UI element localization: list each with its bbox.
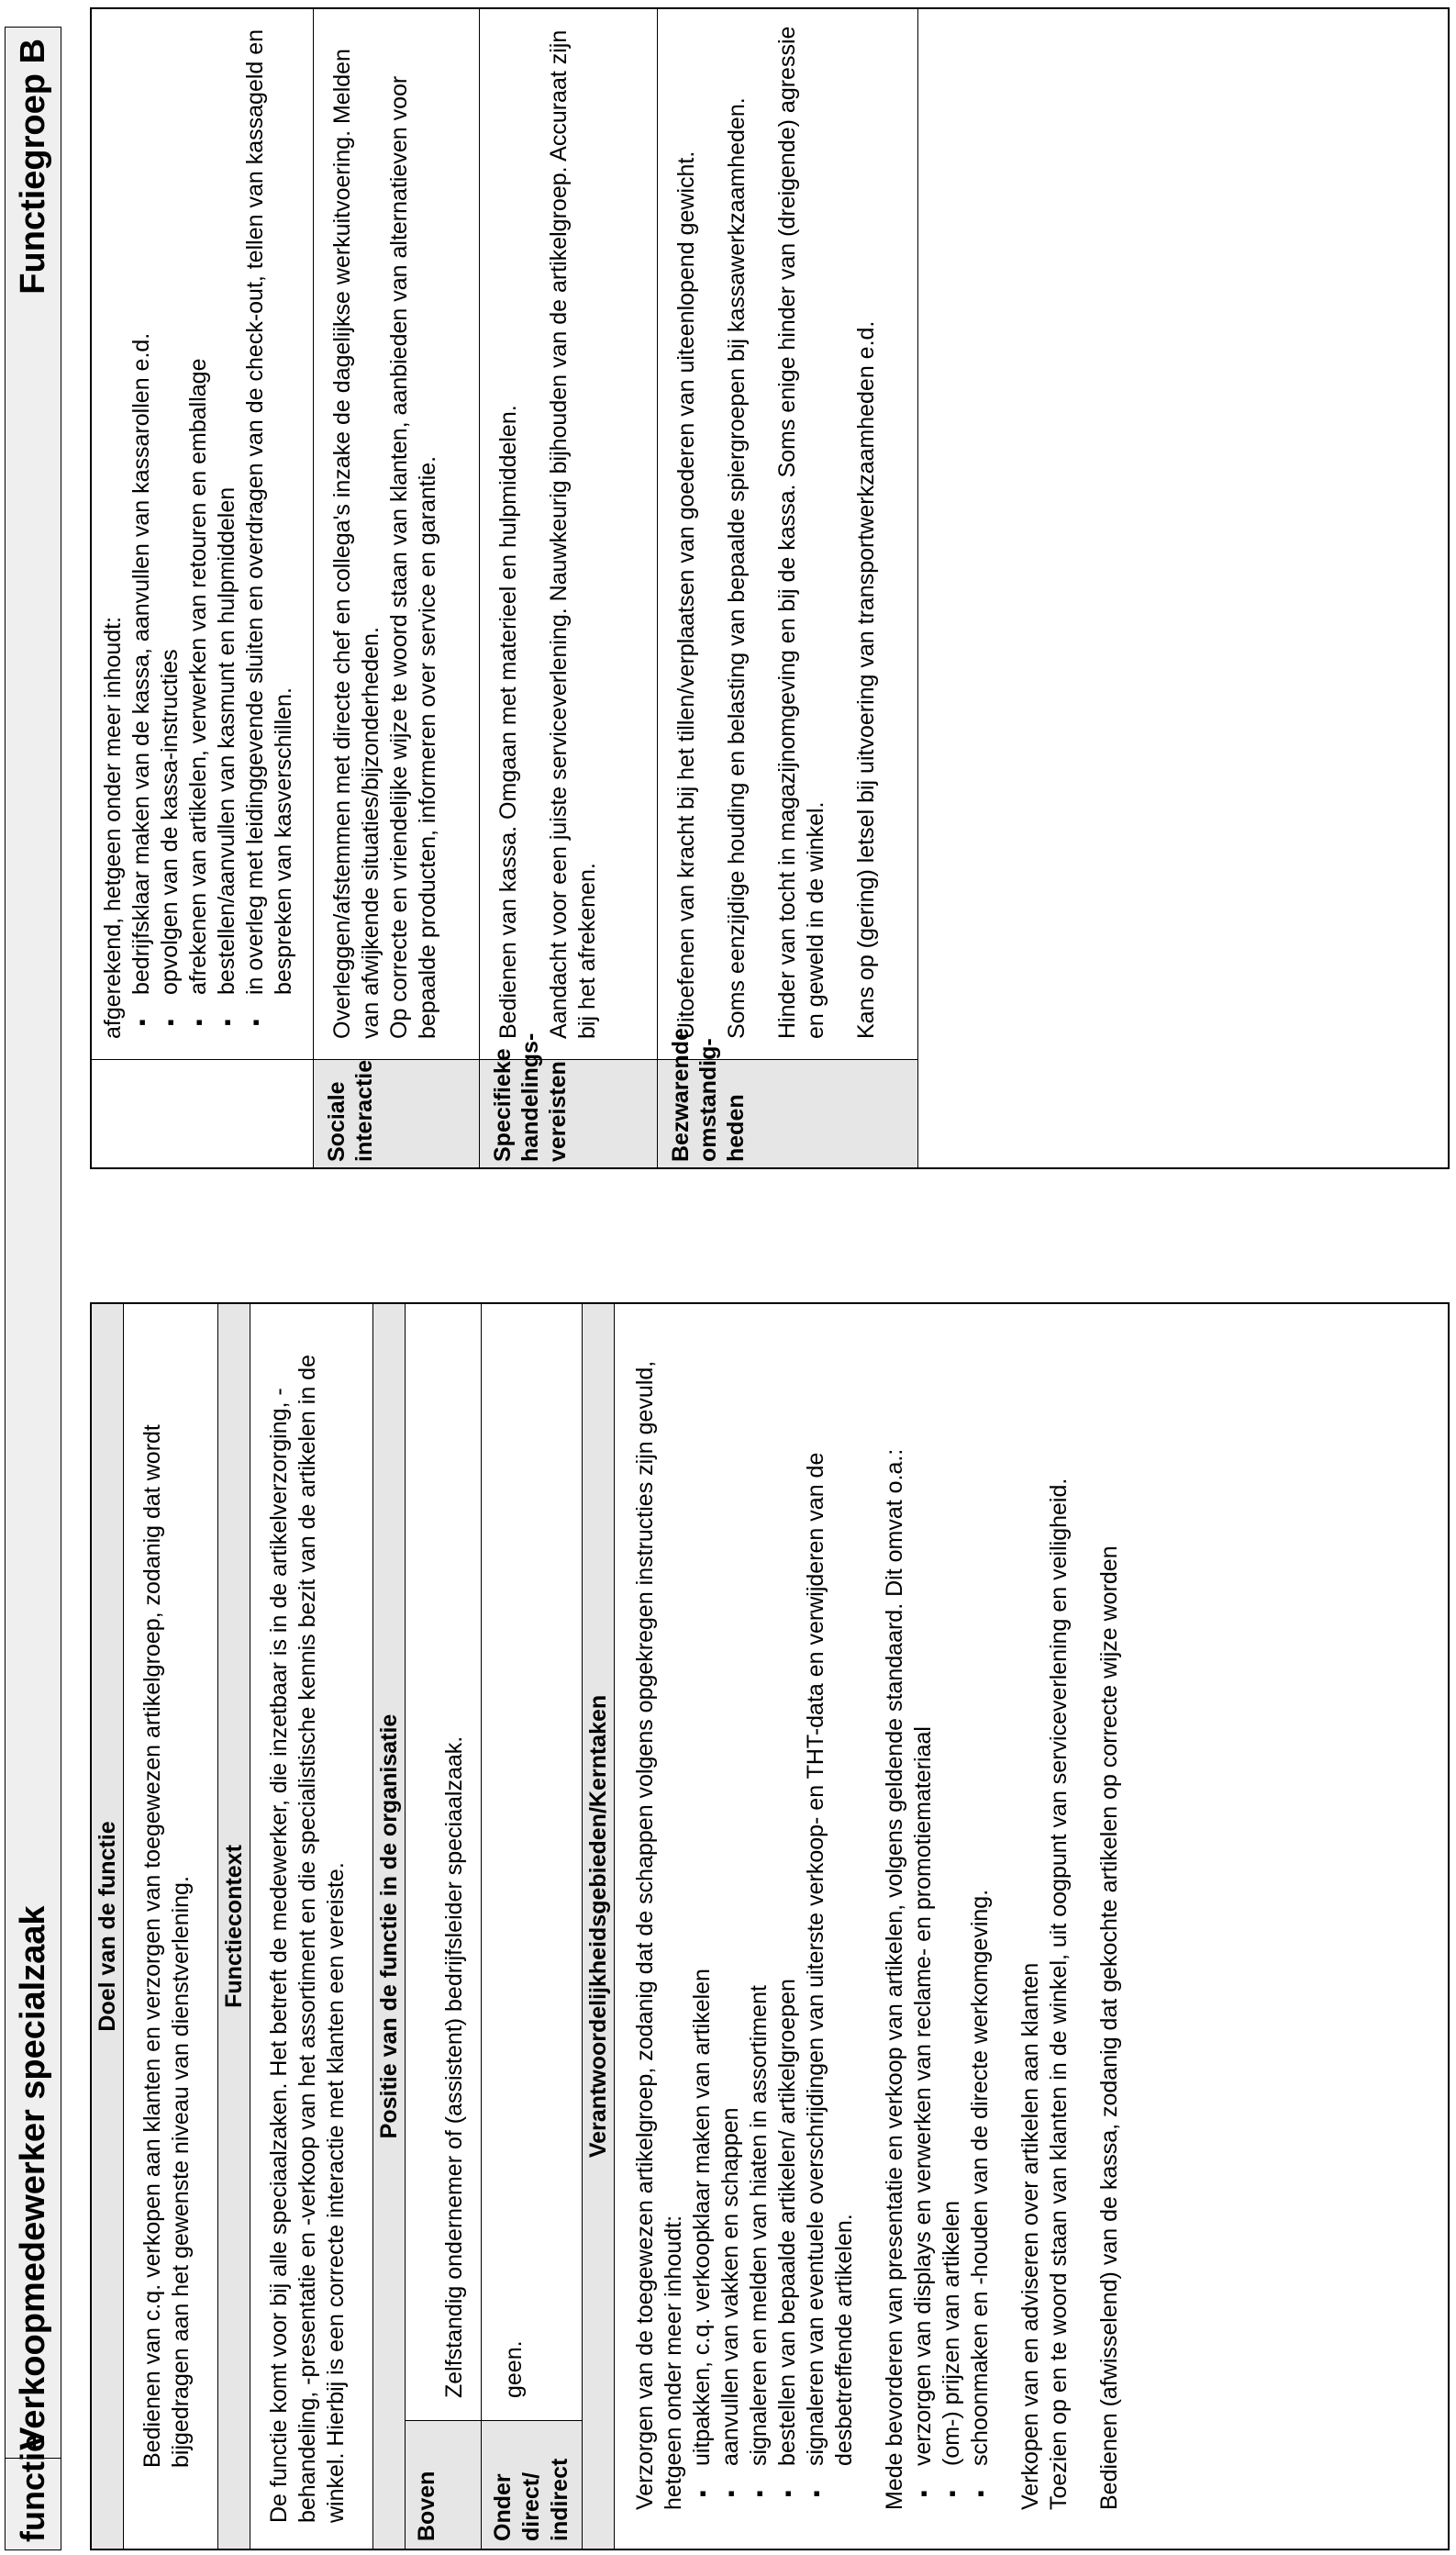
list-item: ▪ opvolgen van de kassa-instructies [156,26,184,1039]
page-title: Verkoopmedewerker specialzaak [14,1905,52,2450]
vervolg-value [92,9,313,1059]
list-item: ▪ bedrijfsklaar maken van de kassa, aanvullen van kassarollen e.d. [128,26,156,1039]
specifieke-value [480,9,657,1059]
list-item: ▪ aanvullen van vakken en schappen [717,1321,745,2510]
onder-value: geen. [501,2340,527,2398]
vervolg-intro: afgerekend, hetgeen onder meer inhoudt: [100,616,126,1039]
sociale-row [314,9,480,1167]
list-item: ▪ bestellen/aanvullen van kasmunt en hulpmiddelen [213,26,241,1039]
verantwoordelijkheden-heading: Verantwoordelijkheidsgebieden/Kerntaken [582,1304,615,2549]
bezwarende-text2: Soms eenzijdige houding en belasting van bepaalde spiergroepen bij kassawerkzaamheden. [724,97,750,1039]
block1-list [688,1321,859,2510]
function-group: Functiegroep B [14,39,52,295]
boven-label: Boven [406,2420,481,2549]
right-column [90,7,1450,1169]
sociale-label: Sociale interactie [314,1059,479,1167]
function-label: functie [6,2458,61,2549]
list-item: ▪ bestellen van bepaalde artikelen/ artikelgroepen [773,1321,802,2510]
list-item: ▪ in overleg met leidinggevende sluiten en overdragen van de check-out, tellen van kassageld en bespreken van kasverschillen. [241,26,298,1039]
list-item: ▪ signaleren en melden van hiaten in assortiment [745,1321,773,2510]
list-item: ▪ uitpakken, c.q. verkoopklaar maken van artikelen [688,1321,717,2510]
specifieke-text1: Bedienen van kassa. Omgaan met materieel en hulpmiddelen. [495,405,521,1039]
bezwarende-value [658,9,917,1059]
context-heading: Functiecontext [217,1304,250,2549]
context-text: De functie komt voor bij alle speciaalzaken. Het betreft de medewerker, die inzetbaar is in de artikelverzorging, -behandeling, -presentatie en -verkoop van het assortiment en die specialistische kennis bezit van de artikelen in de winkel. Hierbij is een correcte interactie met klanten een vereiste. [266,1355,349,2523]
list-item: ▪ signaleren van eventuele overschrijdingen van uiterste verkoop- en THT-data en verwijderen van de desbetreffende artikelen. [802,1321,859,2510]
positie-heading: Positie van de functie in de organisatie [372,1304,406,2549]
bezwarende-label: Bezwarende omstandig-heden [658,1059,917,1167]
left-column [90,1302,1450,2550]
list-item: ▪ (om-) prijzen van artikelen [938,1321,966,2510]
specifieke-label: Specifieke handelings-vereisten [480,1059,657,1167]
bezwarende-text1: Uitoefenen van kracht bij het tillen/verplaatsen van goederen van uiteenlopend gewicht. [673,151,699,1039]
doel-text: Bedienen van c.q. verkopen aan klanten en verzorgen van toegewezen artikelgroep, zodanig dat wordt bijgedragen aan het gewenste niveau van dienstverlening. [139,1424,194,2468]
block2-intro: Mede bevorderen van presentatie en verkoop van artikelen, volgens geldende standaard. Dit omvat o.a.: [882,1448,907,2510]
sociale-text1: Overleggen/afstemmen met directe chef en collega's inzake de dagelijkse werkuitvoering. Melden van afwijkende situaties/bijzonderheden. [329,49,383,1039]
list-item: ▪ verzorgen van displays en verwerken van reclame- en promotiemateriaal [909,1321,938,2510]
block3-line1: Verkopen van en adviseren over artikelen aan klanten [1017,1962,1043,2510]
doel-heading: Doel van de functie [92,1304,124,2549]
vervolg-list [128,26,298,1039]
bezwarende-row [658,9,918,1167]
block4-intro: Bedienen (afwisselend) van de kassa, zodanig dat gekochte artikelen op correcte wijze worden [1096,1545,1122,2510]
onder-label: Onder direct/ indirect [482,2420,582,2549]
sociale-text2: Op correcte en vriendelijke wijze te woord staan van klanten, aanbieden van alternatieven voor bepaalde producten, informeren over service en garantie. [386,75,440,1039]
bezwarende-text3: Hinder van tocht in magazijnomgeving en bij de kassa. Soms enige hinder van (dreigende) agressie en geweld in de winkel. [774,26,828,1039]
block1-intro: Verzorgen van de toegewezen artikelgroep, zodanig dat de schappen volgens opgekregen instructies zijn gevuld, hetgeen onder meer inhoudt: [632,1360,686,2510]
title-bar [5,27,61,2550]
block3-line2: Toezien op en te woord staan van klanten in de winkel, uit oogpunt van serviceverlening en veiligheid. [1046,1478,1072,2510]
vervolg-label-cell [92,1059,313,1167]
specifieke-row [480,9,658,1167]
sociale-value [314,9,479,1059]
boven-value: Zelfstandig ondernemer of (assistent) bedrijfsleider speciaalzaak. [441,1735,467,2398]
vervolg-row [92,9,314,1167]
verantwoordelijkheden-body [615,1304,1124,2549]
block2-list [909,1321,995,2510]
positie-boven-row [406,1304,482,2549]
bezwarende-text4: Kans op (gering) letsel bij uitvoering van transportwerkzaamheden e.d. [853,320,879,1039]
list-item: ▪ afrekenen van artikelen, verwerken van retouren en emballage [184,26,213,1039]
positie-onder-row [482,1304,582,2549]
specifieke-text2: Aandacht voor een juiste serviceverlening. Nauwkeurig bijhouden van de artikelgroep. Accuraat zijn bij het afrekenen. [546,29,600,1039]
list-item: ▪ schoonmaken en -houden van de directe werkomgeving. [966,1321,995,2510]
